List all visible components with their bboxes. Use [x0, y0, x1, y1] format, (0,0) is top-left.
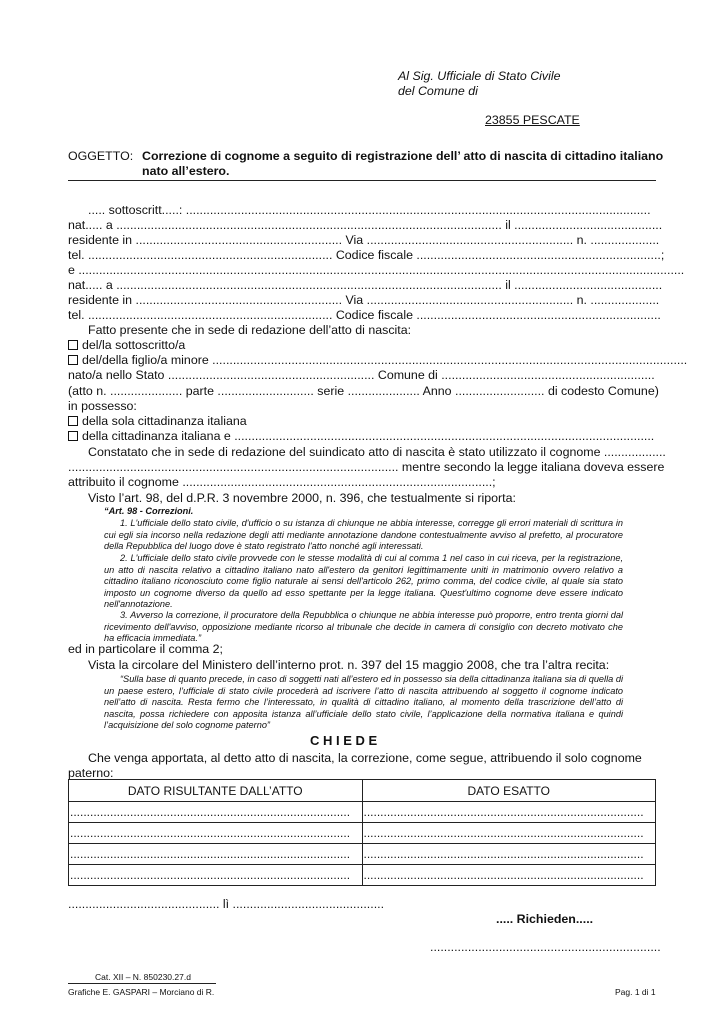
- checkbox-sottoscritto[interactable]: [68, 340, 78, 350]
- cell-dato-esatto[interactable]: ....................................................................................: [362, 865, 656, 886]
- visto-line: Visto l’art. 98, del d.P.R. 3 novembre 2000, n. 396, che testualmente si riporta:: [88, 491, 516, 505]
- cell-dato-risultante[interactable]: ....................................................................................: [69, 865, 363, 886]
- correction-table: [68, 779, 656, 886]
- request-line-2: paterno:: [68, 766, 114, 780]
- observed-line-3: attribuito il cognome ..........................................................................................;: [68, 475, 496, 489]
- cell-dato-esatto[interactable]: ....................................................................................: [362, 844, 656, 865]
- place-date-line: ............................................ lì ............................................: [68, 897, 385, 911]
- phone-line: tel. ....................................................................... Codice fiscale .......................................................................;: [68, 248, 665, 262]
- header-dato-esatto: DATO ESATTO: [362, 780, 656, 802]
- cell-dato-esatto[interactable]: ....................................................................................: [362, 802, 656, 823]
- recipient-town: 23855 PESCATE: [485, 113, 580, 127]
- subject-line-2: nato all’estero.: [142, 164, 230, 178]
- request-line-1: Che venga apportata, al detto atto di nascita, la correzione, come segue, attribuendo il solo cognome: [88, 751, 642, 765]
- recipient-line-1: Al Sig. Ufficiale di Stato Civile: [398, 69, 561, 83]
- phone-line-2: tel. ....................................................................... Codice fiscale .......................................................................: [68, 308, 661, 322]
- checkbox-sottoscritto-label: del/la sottoscritto/a: [82, 338, 186, 352]
- checkbox-sola-label: della sola cittadinanza italiana: [82, 414, 247, 428]
- checkbox-figlio-label: del/della figlio/a minore ..........................................................................................................................................: [82, 353, 688, 367]
- footer-printer: Grafiche E. GASPARI – Morciano di R.: [68, 987, 215, 997]
- footer-page-number: Pag. 1 di 1: [615, 987, 656, 997]
- footer-divider: [68, 983, 216, 984]
- table-row: [69, 802, 656, 823]
- residence-line: residente in ............................................................ Via ............................................................ n. ....................: [68, 233, 660, 247]
- observed-line-2: ................................................................................................ mentre secondo la legge italiana doveva essere: [68, 460, 665, 474]
- checkbox-sola-cittadinanza[interactable]: [68, 416, 78, 426]
- checkbox-doppia-label: della cittadinanza italiana e ..........................................................................................................................: [82, 429, 655, 443]
- chiede-heading: C H I E D E: [310, 733, 378, 748]
- signer-line: ..... sottoscritt.....: .......................................................................................................................................: [88, 203, 651, 217]
- born-state-line: nato/a nello Stato ............................................................ Comune di ..............................................................: [68, 368, 655, 382]
- cell-dato-risultante[interactable]: ....................................................................................: [69, 844, 363, 865]
- circolare-line: Vista la circolare del Ministero dell’interno prot. n. 397 del 15 maggio 2008, che tra l’altra recita:: [88, 658, 610, 672]
- observed-line: Constatato che in sede di redazione del suindicato atto di nascita è stato utilizzato il cognome ..................: [88, 445, 666, 459]
- subject-divider: [68, 180, 656, 181]
- checkbox-row-sola: [68, 414, 247, 429]
- checkbox-figlio-minore[interactable]: [68, 355, 78, 365]
- art98-paragraph-1: 1. L'ufficiale dello stato civile, d'ufficio o su istanza di chiunque ne abbia interesse, corregge gli errori materiali di scrittura in cui egli sia incorso nella redazione degli atti mediante annotazione dandone contestualmente avviso al prefetto, al procuratore della Repubblica del luogo dove è stato registrato l'atto nonché agli interessati.: [104, 518, 623, 552]
- art98-paragraph-2: 2. L'ufficiale dello stato civile provvede con le stesse modalità di cui al comma 1 nel caso in cui riceva, per la registrazione, un atto di nascita relativo a cittadino italiano nato all'estero da genitori legittimamente uniti in matrimonio ovvero relativo a cittadino italiano riconosciuto come figlio naturale ai sensi dell'articolo 262, primo comma, del codice civile, al quale sia stato imposto un cognome diverso da quello ad esso spettante per la legge italiana. Quest'ultimo cognome deve essere indicato nell'annotazione.: [104, 553, 623, 610]
- table-row: [69, 823, 656, 844]
- residence-line-2: residente in ............................................................ Via ............................................................ n. ....................: [68, 293, 660, 307]
- recipient-line-2: del Comune di: [398, 84, 478, 98]
- comma-line: ed in particolare il comma 2;: [68, 642, 223, 656]
- signer-label: ..... Richieden.....: [496, 912, 594, 926]
- birth-line: nat..... a ................................................................................................................ il ...........................................: [68, 218, 663, 232]
- table-header-row: [69, 780, 656, 802]
- header-dato-risultante: DATO RISULTANTE DALL’ATTO: [69, 780, 363, 802]
- checkbox-doppia-cittadinanza[interactable]: [68, 431, 78, 441]
- circolare-quote: “Sulla base di quanto precede, in caso di soggetti nati all’estero ed in possesso sia della cittadinanza italiana sia di quella di un paese estero, l’ufficiale di stato civile procederà ad iscrivere l’atto di nascita attribuendo al soggetto il cognome indicato nell’atto di nascita. Resta fermo che l’interessato, in qualità di cittadino italiano, al momento della trascrizione dell’atto di nascita, possa richiedere con apposita istanza all’ufficiale dello stato civile, l’applicazione della normativa italiana e quindi l’acquisizione del solo cognome paterno”: [104, 674, 623, 731]
- checkbox-row-figlio: [68, 353, 687, 368]
- art98-paragraph-3: 3. Avverso la correzione, il procuratore della Repubblica o chiunque ne abbia interesse può proporre, entro trenta giorni dal ricevimento dell'avviso, opposizione mediante ricorso al tribunale che decide in camera di consiglio con decreto motivato che ha efficacia immediata.”: [104, 610, 623, 644]
- art98-title: “Art. 98 - Correzioni.: [104, 506, 194, 516]
- checkbox-row-doppia: [68, 429, 654, 444]
- act-details-line: (atto n. ..................... parte ............................ serie ..................... Anno .......................... di codesto Comune): [68, 384, 659, 398]
- footer-code: Cat. XII – N. 850230.27.d: [95, 972, 191, 982]
- table-row: [69, 844, 656, 865]
- possession-line: in possesso:: [68, 399, 137, 413]
- cell-dato-risultante[interactable]: ....................................................................................: [69, 823, 363, 844]
- signature-line: ...................................................................: [430, 940, 661, 954]
- cell-dato-esatto[interactable]: ....................................................................................: [362, 823, 656, 844]
- table-row: [69, 865, 656, 886]
- checkbox-row-sottoscritto: [68, 338, 185, 353]
- subject-line-1: Correzione di cognome a seguito di registrazione dell’ atto di nascita di cittadino italiano: [142, 149, 664, 163]
- premise-line: Fatto presente che in sede di redazione dell’atto di nascita:: [88, 323, 412, 337]
- subject-label: OGGETTO:: [68, 149, 134, 163]
- birth-line-2: nat..... a ................................................................................................................ il ...........................................: [68, 278, 663, 292]
- cell-dato-risultante[interactable]: ....................................................................................: [69, 802, 363, 823]
- second-person-line: e ................................................................................................................................................................................: [68, 263, 685, 277]
